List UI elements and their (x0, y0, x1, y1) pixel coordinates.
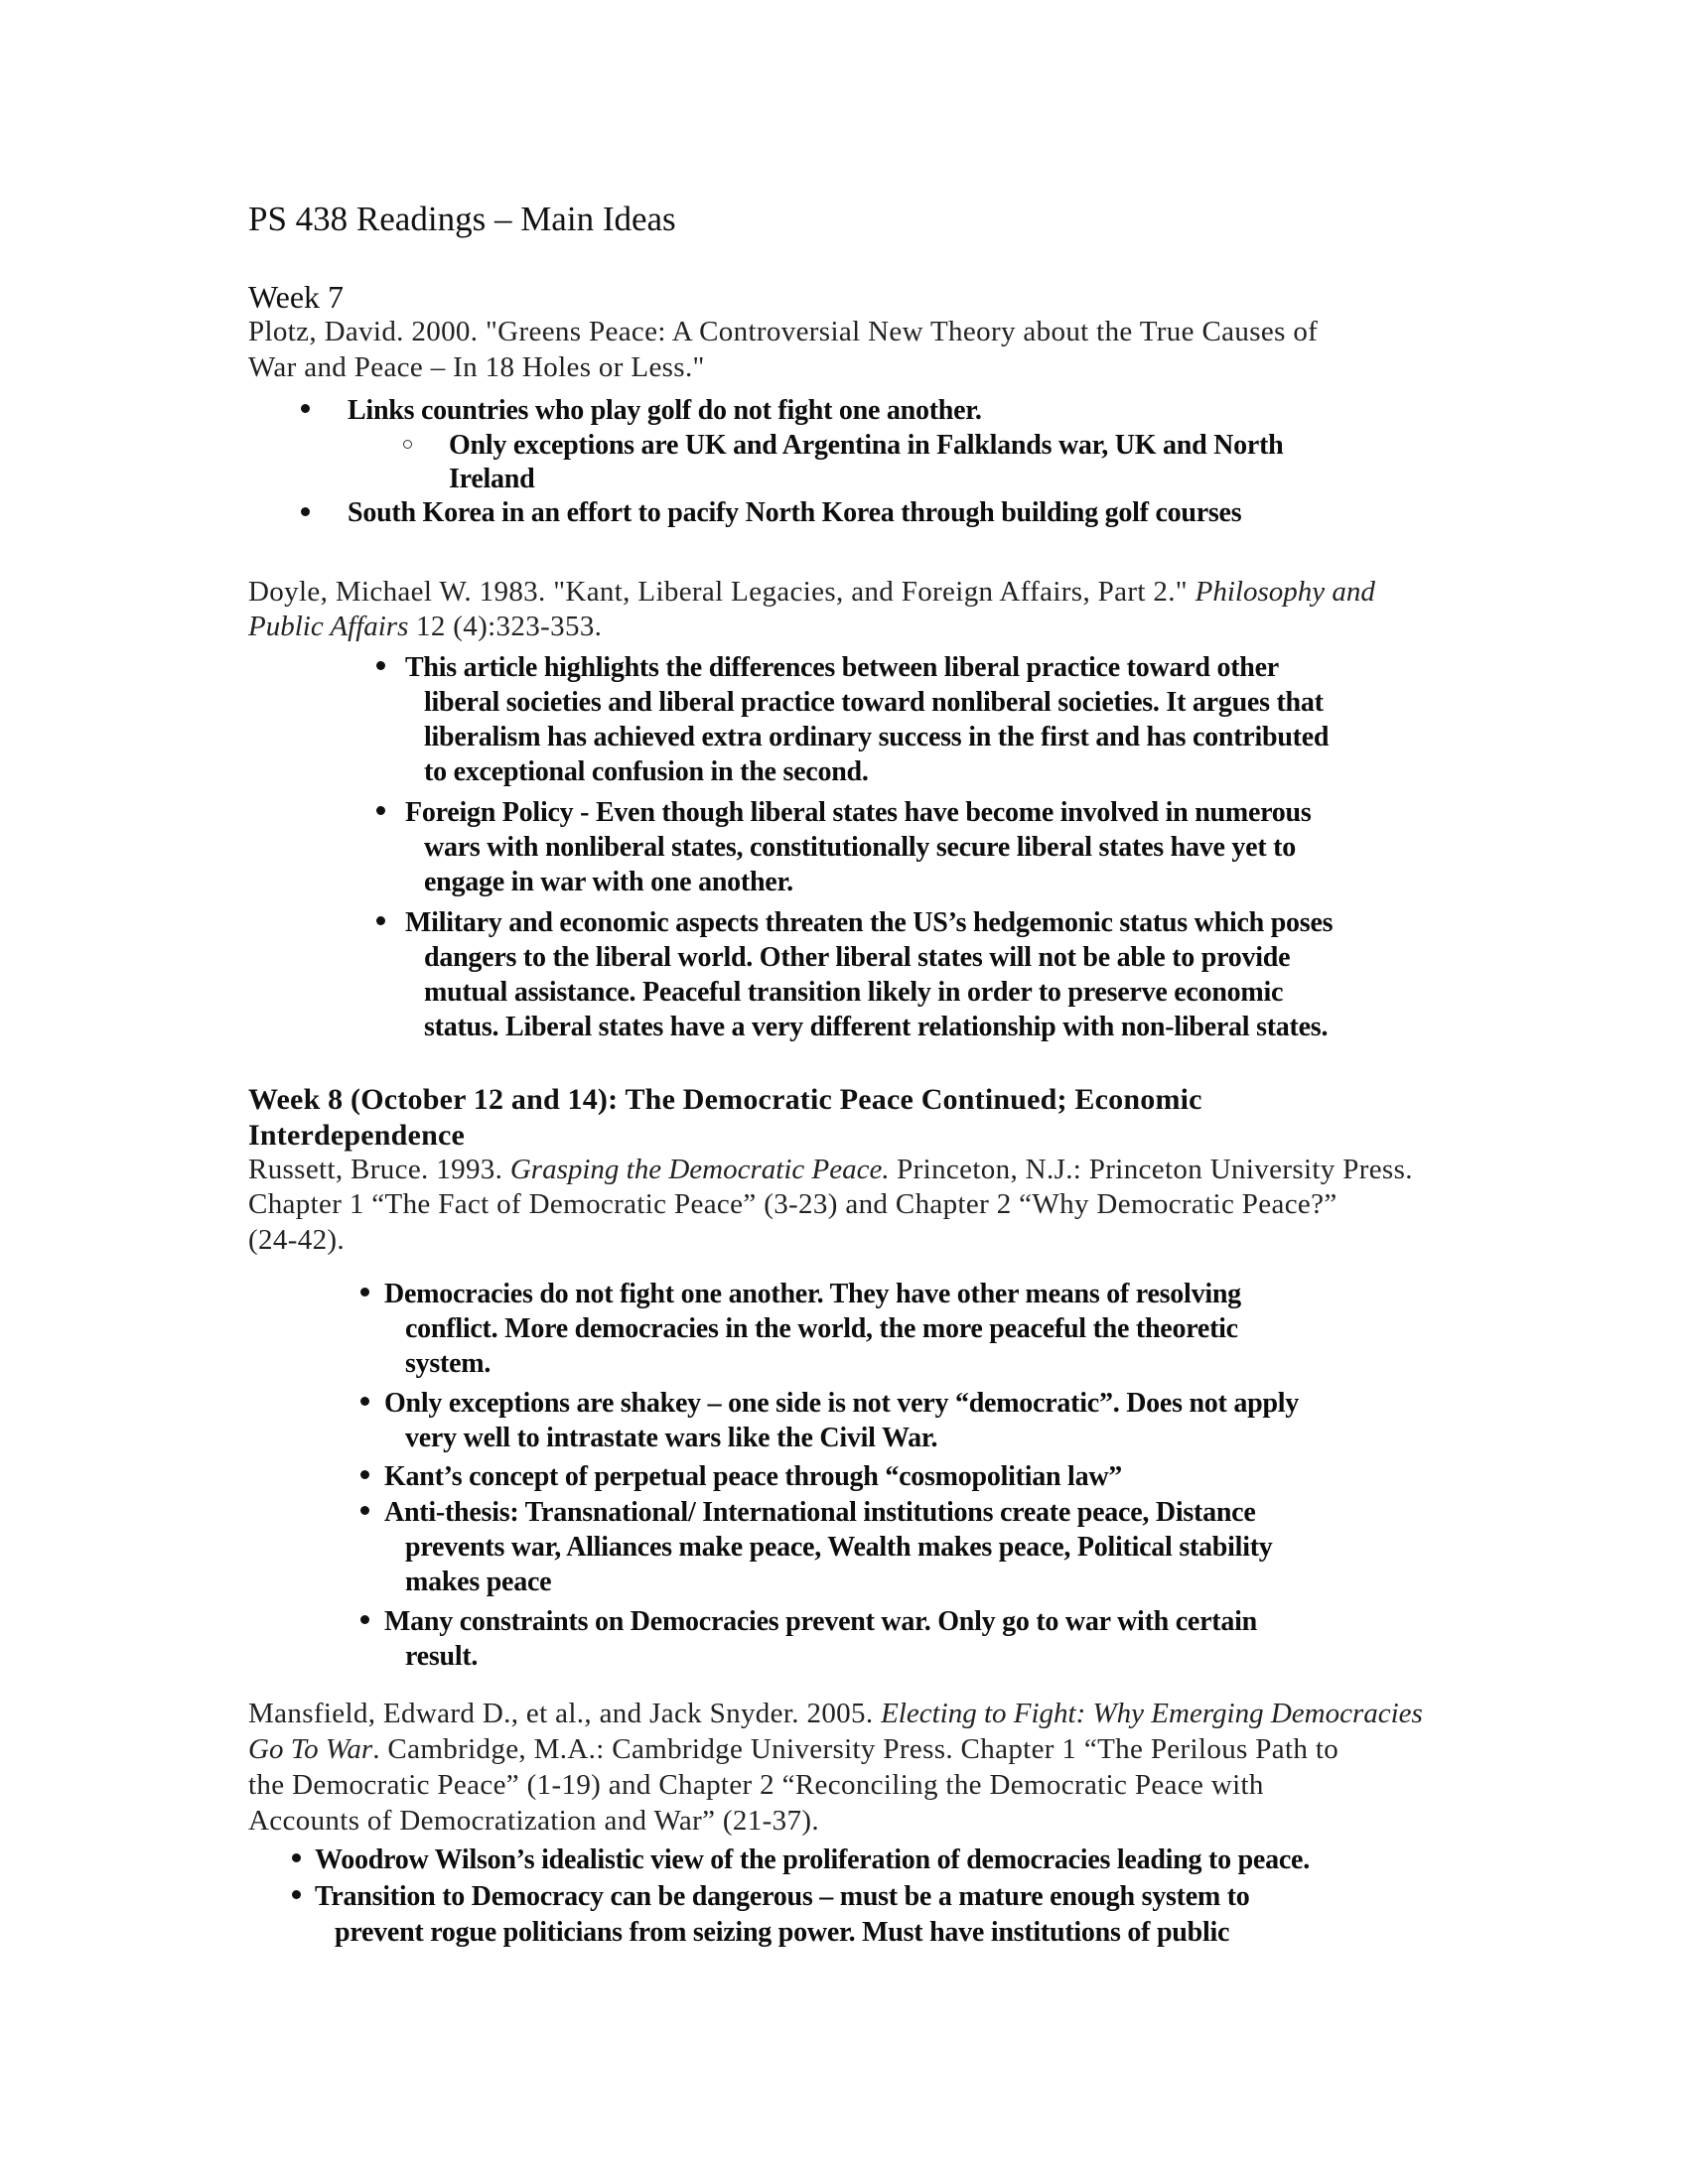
bullet-icon (360, 1470, 369, 1479)
bullet-text: Only exceptions are shakey – one side is not very “democratic”. Does not apply (384, 1388, 1300, 1419)
bullet-icon (376, 916, 385, 925)
bullet-icon (376, 661, 385, 670)
bullet-text: Kant’s concept of perpetual peace through “cosmopolitian law” (384, 1461, 1123, 1492)
week-7-heading: Week 7 (248, 279, 345, 315)
bullet-text: makes peace (405, 1567, 552, 1597)
citation-journal-italic: Philosophy and (1195, 576, 1375, 608)
bullet-text: status. Liberal states have a very different relationship with non-liberal states. (424, 1012, 1329, 1042)
bullet-text: wars with nonliberal states, constitutionally secure liberal states have yet to (424, 832, 1296, 863)
bullet-text: Military and economic aspects threaten the US’s hedgemonic status which poses (405, 907, 1334, 938)
citation-journal-italic: Public Affairs (248, 611, 409, 642)
citation-text: Princeton, N.J.: Princeton University Press. (889, 1154, 1413, 1185)
citation-text: Doyle, Michael W. 1983. "Kant, Liberal Legacies, and Foreign Affairs, Part 2." (248, 576, 1196, 608)
citation-book-italic: Go To War (248, 1733, 373, 1765)
citation-book-italic: Grasping the Democratic Peace. (509, 1154, 890, 1185)
sub-bullet-text: Only exceptions are UK and Argentina in Falklands war, UK and North (449, 430, 1284, 461)
bullet-icon (301, 507, 310, 516)
citation-line: the Democratic Peace” (1-19) and Chapter 2 “Reconciling the Democratic Peace with (248, 1769, 1264, 1801)
bullet-text: Transition to Democracy can be dangerous – must be a mature enough system to (315, 1881, 1250, 1912)
bullet-text: prevent rogue politicians from seizing power. Must have institutions of public (335, 1917, 1230, 1948)
sub-bullet-text: Ireland (449, 464, 535, 494)
bullet-text: prevents war, Alliances make peace, Wealth makes peace, Political stability (405, 1532, 1273, 1563)
week-heading-line: Interdependence (248, 1119, 465, 1152)
bullet-text: mutual assistance. Peaceful transition likely in order to preserve economic (424, 977, 1284, 1008)
bullet-icon (360, 1397, 369, 1406)
citation-line (248, 1156, 1413, 1184)
bullet-text: engage in war with one another. (424, 867, 793, 897)
bullet-text: conflict. More democracies in the world, the more peaceful the theoretic (405, 1313, 1238, 1344)
bullet-text: Foreign Policy - Even though liberal states have become involved in numerous (405, 797, 1312, 828)
bullet-icon (360, 1615, 369, 1624)
bullet-text: liberalism has achieved extra ordinary success in the first and has contributed (424, 722, 1330, 752)
citation-line (248, 578, 1375, 607)
bullet-text: Democracies do not fight one another. They have other means of resolving (384, 1279, 1241, 1309)
sub-bullet-circle-icon (403, 440, 412, 449)
citation-book-italic: Electing to Fight: Why Emerging Democracies (881, 1698, 1423, 1729)
bullet-icon (360, 1506, 369, 1515)
bullet-text: result. (405, 1641, 479, 1672)
document-title: PS 438 Readings – Main Ideas (248, 200, 676, 238)
bullet-icon (376, 806, 385, 815)
citation-line: Accounts of Democratization and War” (21-37). (248, 1805, 819, 1837)
bullet-text: This article highlights the differences between liberal practice toward other (405, 652, 1279, 683)
citation-text: . Cambridge, M.A.: Cambridge University Press. Chapter 1 “The Perilous Path to (372, 1733, 1339, 1765)
citation-line: Chapter 1 “The Fact of Democratic Peace” (3-23) and Chapter 2 “Why Democratic Peace?” (248, 1188, 1337, 1220)
citation-line: War and Peace – In 18 Holes or Less." (248, 351, 705, 383)
bullet-text: South Korea in an effort to pacify North Korea through building golf courses (348, 497, 1242, 528)
bullet-text: liberal societies and liberal practice toward nonliberal societies. It argues that (424, 687, 1324, 718)
bullet-text: Anti-thesis: Transnational/ International institutions create peace, Distance (384, 1497, 1256, 1528)
bullet-icon (292, 1890, 301, 1899)
citation-line: (24-42). (248, 1224, 346, 1256)
bullet-text: to exceptional confusion in the second. (424, 756, 869, 787)
bullet-text: Many constraints on Democracies prevent war. Only go to war with certain (384, 1606, 1257, 1637)
citation-line (248, 613, 602, 641)
citation-line: Plotz, David. 2000. "Greens Peace: A Controversial New Theory about the True Causes of (248, 316, 1319, 347)
bullet-icon (301, 404, 310, 413)
bullet-text: dangers to the liberal world. Other liberal states will not be able to provide (424, 942, 1291, 973)
bullet-icon (360, 1288, 369, 1297)
citation-line (248, 1735, 1338, 1764)
bullet-text: system. (405, 1348, 492, 1379)
citation-text: 12 (4):323-353. (408, 611, 603, 642)
citation-text: Russett, Bruce. 1993. (248, 1154, 510, 1185)
citation-text: Mansfield, Edward D., et al., and Jack Snyder. 2005. (248, 1698, 882, 1729)
bullet-text: Links countries who play golf do not fight one another. (348, 395, 982, 426)
bullet-icon (292, 1853, 301, 1862)
week-heading-line: Week 8 (October 12 and 14): The Democratic Peace Continued; Economic (248, 1083, 1202, 1116)
bullet-text: very well to intrastate wars like the Civil War. (405, 1423, 938, 1453)
citation-line (248, 1700, 1423, 1728)
bullet-text: Woodrow Wilson’s idealistic view of the proliferation of democracies leading to peace. (315, 1844, 1310, 1875)
